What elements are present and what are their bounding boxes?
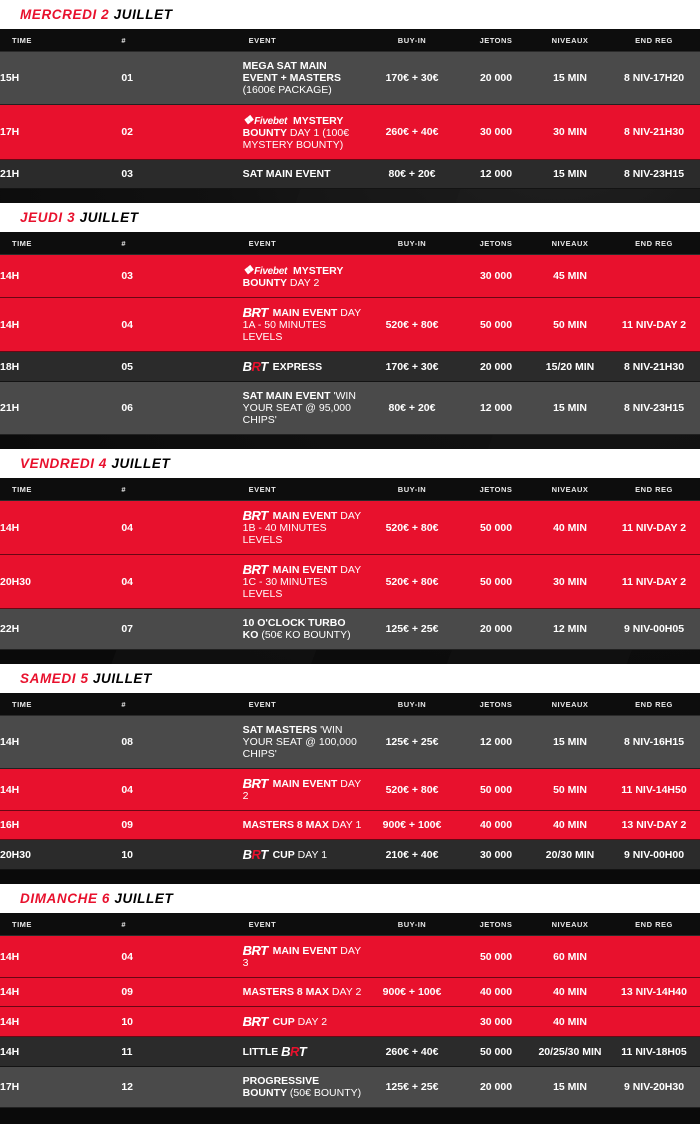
brt-logo-icon: BRT (281, 1044, 307, 1059)
table-row[interactable] (0, 769, 700, 811)
event-detail: DAY 1 (100€ MYSTERY BOUNTY) (242, 127, 350, 151)
cell-buyin: 125€ + 25€ (364, 716, 460, 769)
table-row[interactable] (0, 382, 700, 435)
event-name: MAIN EVENT (272, 945, 338, 957)
cell-buyin: 170€ + 30€ (364, 52, 460, 105)
cell-time: 14H (0, 936, 121, 978)
col-event: EVENT (243, 913, 364, 936)
cell-event (243, 609, 364, 650)
table-row[interactable] (0, 298, 700, 352)
cell-jetons: 40 000 (460, 811, 532, 840)
cell-jetons: 40 000 (460, 978, 532, 1007)
day-title-rest: JUILLET (92, 671, 152, 686)
event-name: MYSTERY BOUNTY (242, 265, 344, 289)
cell-endreg: 9 NIV-20H30 (608, 1067, 700, 1108)
cell-time: 14H (0, 1007, 121, 1037)
cell-endreg: 8 NIV-16H15 (608, 716, 700, 769)
cell-time: 21H (0, 160, 121, 189)
day-block (0, 203, 700, 435)
col-number: # (121, 232, 242, 255)
day-block (0, 449, 700, 650)
col-endreg: END REG (608, 29, 700, 52)
cell-endreg (608, 255, 700, 298)
day-header (0, 664, 700, 693)
cell-niveaux: 15/20 MIN (532, 352, 608, 382)
schedule-table (0, 693, 700, 870)
cell-buyin: 520€ + 80€ (364, 298, 460, 352)
brt-logo-icon: BRT (242, 305, 268, 320)
table-row[interactable] (0, 840, 700, 870)
cell-time: 14H (0, 978, 121, 1007)
cell-jetons: 50 000 (460, 936, 532, 978)
event-name: SAT MASTERS (242, 724, 318, 736)
cell-number: 05 (121, 352, 242, 382)
cell-niveaux: 40 MIN (532, 811, 608, 840)
cell-jetons: 50 000 (460, 555, 532, 609)
cell-endreg: 8 NIV-21H30 (608, 352, 700, 382)
day-block (0, 884, 700, 1108)
cell-event (243, 1067, 364, 1108)
event-detail: DAY 1A - 50 MINUTES LEVELS (242, 307, 361, 343)
day-title-rest: JUILLET (114, 891, 174, 906)
cell-endreg: 8 NIV-23H15 (608, 160, 700, 189)
col-endreg: END REG (608, 478, 700, 501)
cell-buyin: 210€ + 40€ (364, 840, 460, 870)
cell-jetons: 20 000 (460, 352, 532, 382)
col-jetons: JETONS (460, 478, 532, 501)
event-detail: (1600€ PACKAGE) (242, 84, 332, 96)
cell-niveaux: 30 MIN (532, 105, 608, 160)
event-detail: DAY 1 (331, 819, 362, 831)
cell-event (243, 352, 364, 382)
cell-endreg: 9 NIV-00H05 (608, 609, 700, 650)
cell-time: 16H (0, 811, 121, 840)
table-row[interactable] (0, 978, 700, 1007)
schedule-table (0, 913, 700, 1108)
day-block (0, 664, 700, 870)
cell-number: 09 (121, 811, 242, 840)
cell-number: 06 (121, 382, 242, 435)
schedule-table (0, 232, 700, 435)
col-buyin: BUY-IN (364, 478, 460, 501)
col-number: # (121, 913, 242, 936)
col-jetons: JETONS (460, 232, 532, 255)
cell-jetons: 50 000 (460, 1037, 532, 1067)
col-time: TIME (0, 232, 121, 255)
cell-jetons: 20 000 (460, 609, 532, 650)
event-name: MAIN EVENT (272, 307, 338, 319)
cell-time: 14H (0, 298, 121, 352)
event-detail: DAY 1C - 30 MINUTES LEVELS (242, 564, 361, 600)
brt-logo-icon: BRT (242, 943, 268, 958)
cell-number: 03 (121, 160, 242, 189)
event-name: MASTERS 8 MAX (242, 819, 329, 831)
cell-buyin: 170€ + 30€ (364, 352, 460, 382)
schedule-table (0, 478, 700, 650)
cell-time: 14H (0, 1037, 121, 1067)
day-title-strong: VENDREDI 4 (20, 456, 108, 471)
col-jetons: JETONS (460, 29, 532, 52)
cell-number: 01 (121, 52, 242, 105)
col-niveaux: NIVEAUX (532, 478, 608, 501)
col-event: EVENT (243, 232, 364, 255)
cell-number: 11 (121, 1037, 242, 1067)
cell-niveaux: 45 MIN (532, 255, 608, 298)
col-jetons: JETONS (460, 693, 532, 716)
table-row[interactable] (0, 160, 700, 189)
cell-event (243, 811, 364, 840)
table-row[interactable] (0, 352, 700, 382)
cell-jetons: 12 000 (460, 160, 532, 189)
cell-endreg: 11 NIV-DAY 2 (608, 555, 700, 609)
day-header (0, 449, 700, 478)
cell-event (243, 382, 364, 435)
cell-event (243, 255, 364, 298)
event-name: MYSTERY BOUNTY (242, 115, 344, 139)
col-buyin: BUY-IN (364, 913, 460, 936)
cell-niveaux: 20/25/30 MIN (532, 1037, 608, 1067)
col-endreg: END REG (608, 693, 700, 716)
cell-buyin: 80€ + 20€ (364, 382, 460, 435)
cell-buyin: 900€ + 100€ (364, 978, 460, 1007)
event-name: MEGA SAT MAIN EVENT + MASTERS (242, 60, 341, 84)
cell-time: 20H30 (0, 840, 121, 870)
table-header-row (0, 29, 700, 52)
cell-endreg: 11 NIV-DAY 2 (608, 501, 700, 555)
table-row[interactable] (0, 1067, 700, 1108)
cell-buyin: 260€ + 40€ (364, 1037, 460, 1067)
schedule-table (0, 29, 700, 189)
cell-endreg: 13 NIV-14H40 (608, 978, 700, 1007)
cell-niveaux: 50 MIN (532, 298, 608, 352)
event-detail: (50€ BOUNTY) (289, 1087, 362, 1099)
event-detail: DAY 2 (289, 277, 320, 289)
cell-jetons: 12 000 (460, 382, 532, 435)
cell-number: 12 (121, 1067, 242, 1108)
cell-event (243, 501, 364, 555)
cell-buyin (364, 1007, 460, 1037)
event-detail: (50€ KO BOUNTY) (261, 629, 351, 641)
cell-number: 08 (121, 716, 242, 769)
cell-niveaux: 40 MIN (532, 978, 608, 1007)
cell-niveaux: 15 MIN (532, 1067, 608, 1108)
day-block (0, 0, 700, 189)
event-name: MASTERS 8 MAX (242, 986, 329, 998)
cell-time: 14H (0, 716, 121, 769)
cell-niveaux: 50 MIN (532, 769, 608, 811)
cell-endreg (608, 936, 700, 978)
cell-niveaux: 40 MIN (532, 1007, 608, 1037)
event-detail: 'WIN YOUR SEAT @ 100,000 CHIPS' (242, 724, 357, 760)
day-title-strong: DIMANCHE 6 (20, 891, 111, 906)
cell-jetons: 12 000 (460, 716, 532, 769)
table-row[interactable] (0, 501, 700, 555)
brt-logo-icon: BRT (242, 508, 268, 523)
col-niveaux: NIVEAUX (532, 913, 608, 936)
cell-event (243, 160, 364, 189)
day-title-strong: SAMEDI 5 (20, 671, 89, 686)
table-row[interactable] (0, 716, 700, 769)
table-row[interactable] (0, 1007, 700, 1037)
col-niveaux: NIVEAUX (532, 29, 608, 52)
day-title-strong: JEUDI 3 (20, 210, 76, 225)
cell-jetons: 20 000 (460, 52, 532, 105)
cell-niveaux: 40 MIN (532, 501, 608, 555)
day-title-strong: MERCREDI 2 (20, 7, 110, 22)
col-time: TIME (0, 478, 121, 501)
event-detail: DAY 1 (297, 849, 328, 861)
cell-time: 14H (0, 769, 121, 811)
day-title-rest: JUILLET (111, 456, 171, 471)
cell-niveaux: 15 MIN (532, 382, 608, 435)
event-name: 10 O'CLOCK TURBO KO (242, 617, 346, 641)
table-row[interactable] (0, 609, 700, 650)
day-header (0, 203, 700, 232)
cell-event (243, 52, 364, 105)
cell-endreg: 13 NIV-DAY 2 (608, 811, 700, 840)
event-detail: DAY 3 (242, 945, 361, 969)
cell-number: 04 (121, 555, 242, 609)
cell-event (243, 1007, 364, 1037)
fivebet-logo-icon: ❖Fivebet (242, 113, 288, 127)
cell-buyin: 80€ + 20€ (364, 160, 460, 189)
event-name: SAT MAIN EVENT (242, 390, 331, 402)
cell-event (243, 1037, 364, 1067)
cell-event (243, 555, 364, 609)
event-name: MAIN EVENT (272, 510, 338, 522)
col-number: # (121, 29, 242, 52)
table-header-row (0, 478, 700, 501)
cell-buyin: 125€ + 25€ (364, 609, 460, 650)
cell-number: 04 (121, 769, 242, 811)
col-number: # (121, 478, 242, 501)
table-header-row (0, 913, 700, 936)
cell-jetons: 30 000 (460, 105, 532, 160)
cell-time: 21H (0, 382, 121, 435)
event-detail: DAY 2 (297, 1016, 328, 1028)
cell-time: 20H30 (0, 555, 121, 609)
cell-endreg: 9 NIV-00H00 (608, 840, 700, 870)
col-niveaux: NIVEAUX (532, 693, 608, 716)
day-title-rest: JUILLET (113, 7, 173, 22)
brt-logo-icon: BRT (242, 1014, 268, 1029)
cell-endreg: 11 NIV-18H05 (608, 1037, 700, 1067)
col-time: TIME (0, 913, 121, 936)
col-event: EVENT (243, 693, 364, 716)
cell-buyin: 520€ + 80€ (364, 555, 460, 609)
col-event: EVENT (243, 29, 364, 52)
brt-logo-icon: BRT (242, 562, 268, 577)
cell-jetons: 30 000 (460, 255, 532, 298)
col-time: TIME (0, 29, 121, 52)
cell-endreg (608, 1007, 700, 1037)
cell-time: 15H (0, 52, 121, 105)
col-event: EVENT (243, 478, 364, 501)
cell-endreg: 8 NIV-17H20 (608, 52, 700, 105)
event-name: EXPRESS (272, 361, 323, 373)
event-detail: DAY 1B - 40 MINUTES LEVELS (242, 510, 361, 546)
cell-buyin: 520€ + 80€ (364, 769, 460, 811)
cell-niveaux: 15 MIN (532, 52, 608, 105)
event-name: PROGRESSIVE BOUNTY (242, 1075, 320, 1099)
cell-niveaux: 15 MIN (532, 160, 608, 189)
cell-time: 14H (0, 255, 121, 298)
event-detail: DAY 2 (242, 778, 361, 802)
table-row[interactable] (0, 555, 700, 609)
cell-event (243, 936, 364, 978)
event-name: CUP (272, 849, 295, 861)
brt-logo-icon: BRT (242, 776, 268, 791)
event-detail: DAY 2 (331, 986, 362, 998)
cell-buyin: 520€ + 80€ (364, 501, 460, 555)
cell-time: 22H (0, 609, 121, 650)
cell-number: 07 (121, 609, 242, 650)
cell-event (243, 105, 364, 160)
event-detail: 'WIN YOUR SEAT @ 95,000 CHIPS' (242, 390, 356, 426)
cell-buyin (364, 936, 460, 978)
col-niveaux: NIVEAUX (532, 232, 608, 255)
cell-endreg: 8 NIV-21H30 (608, 105, 700, 160)
col-endreg: END REG (608, 913, 700, 936)
cell-jetons: 30 000 (460, 840, 532, 870)
cell-number: 04 (121, 501, 242, 555)
cell-time: 17H (0, 1067, 121, 1108)
col-jetons: JETONS (460, 913, 532, 936)
event-name: CUP (272, 1016, 295, 1028)
col-endreg: END REG (608, 232, 700, 255)
cell-event (243, 769, 364, 811)
table-row[interactable] (0, 1037, 700, 1067)
cell-number: 04 (121, 936, 242, 978)
cell-event (243, 716, 364, 769)
table-row[interactable] (0, 52, 700, 105)
cell-jetons: 50 000 (460, 501, 532, 555)
cell-niveaux: 20/30 MIN (532, 840, 608, 870)
cell-event (243, 978, 364, 1007)
cell-buyin: 260€ + 40€ (364, 105, 460, 160)
event-name: MAIN EVENT (272, 564, 338, 576)
col-buyin: BUY-IN (364, 29, 460, 52)
table-header-row (0, 232, 700, 255)
cell-time: 14H (0, 501, 121, 555)
cell-jetons: 30 000 (460, 1007, 532, 1037)
day-header (0, 0, 700, 29)
cell-endreg: 8 NIV-23H15 (608, 382, 700, 435)
cell-number: 10 (121, 1007, 242, 1037)
table-row[interactable] (0, 105, 700, 160)
table-row[interactable] (0, 811, 700, 840)
cell-jetons: 50 000 (460, 298, 532, 352)
cell-jetons: 50 000 (460, 769, 532, 811)
cell-number: 10 (121, 840, 242, 870)
brt-logo-icon: BRT (242, 359, 268, 374)
cell-time: 18H (0, 352, 121, 382)
cell-buyin (364, 255, 460, 298)
cell-endreg: 11 NIV-14H50 (608, 769, 700, 811)
day-title-rest: JUILLET (79, 210, 139, 225)
table-header-row (0, 693, 700, 716)
cell-buyin: 125€ + 25€ (364, 1067, 460, 1108)
col-time: TIME (0, 693, 121, 716)
event-name: MAIN EVENT (272, 778, 338, 790)
cell-jetons: 20 000 (460, 1067, 532, 1108)
cell-number: 09 (121, 978, 242, 1007)
cell-number: 03 (121, 255, 242, 298)
cell-niveaux: 12 MIN (532, 609, 608, 650)
col-buyin: BUY-IN (364, 693, 460, 716)
cell-niveaux: 30 MIN (532, 555, 608, 609)
cell-number: 04 (121, 298, 242, 352)
cell-event (243, 298, 364, 352)
day-header (0, 884, 700, 913)
cell-buyin: 900€ + 100€ (364, 811, 460, 840)
table-row[interactable] (0, 936, 700, 978)
event-name: SAT MAIN EVENT (242, 168, 331, 180)
col-number: # (121, 693, 242, 716)
event-name: LITTLE (242, 1046, 279, 1058)
cell-time: 17H (0, 105, 121, 160)
fivebet-logo-icon: ❖Fivebet (242, 263, 288, 277)
cell-niveaux: 15 MIN (532, 716, 608, 769)
cell-event (243, 840, 364, 870)
table-row[interactable] (0, 255, 700, 298)
col-buyin: BUY-IN (364, 232, 460, 255)
cell-number: 02 (121, 105, 242, 160)
brt-logo-icon: BRT (242, 847, 268, 862)
cell-niveaux: 60 MIN (532, 936, 608, 978)
cell-endreg: 11 NIV-DAY 2 (608, 298, 700, 352)
